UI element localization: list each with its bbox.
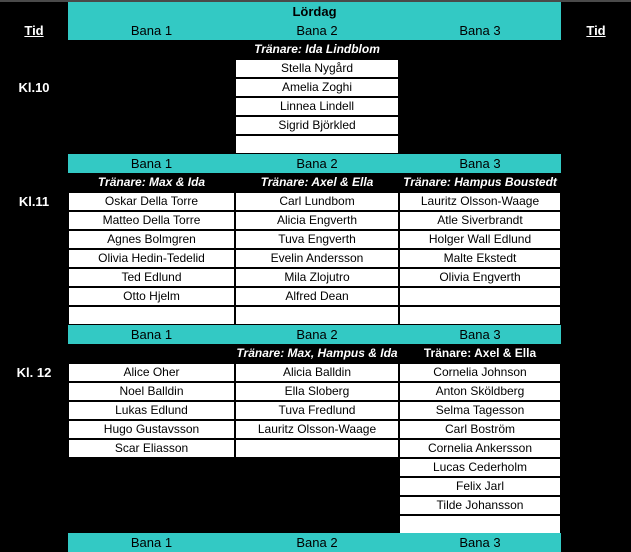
bana-1-header: Bana 1 bbox=[130, 327, 173, 342]
schedule-cell[interactable]: Noel Balldin bbox=[68, 382, 235, 401]
bana-3-header: Bana 3 bbox=[459, 327, 501, 342]
kl11-bana3-column bbox=[399, 192, 561, 325]
trainer-label-kl11-bana1: Tränare: Max & Ida bbox=[97, 175, 206, 189]
trainer-label-kl12-bana3: Tränare: Axel & Ella bbox=[423, 346, 537, 360]
bana-header-bar-bottom bbox=[68, 533, 561, 552]
trainer-label-kl11-bana2: Tränare: Axel & Ella bbox=[260, 175, 374, 189]
bana-1-header: Bana 1 bbox=[130, 535, 173, 550]
schedule-cell[interactable]: Anton Sköldberg bbox=[399, 382, 561, 401]
schedule-cell[interactable]: Sigrid Björkled bbox=[235, 116, 399, 135]
schedule-cell[interactable]: Cornelia Ankersson bbox=[399, 439, 561, 458]
schedule-cell[interactable]: Atle Siverbrandt bbox=[399, 211, 561, 230]
kl12-bana3-column bbox=[399, 363, 561, 534]
day-title: Lördag bbox=[292, 4, 337, 19]
trainer-label-kl12-bana2: Tränare: Max, Hampus & Ida bbox=[236, 346, 398, 360]
saturday-header bbox=[68, 2, 561, 40]
schedule-cell[interactable]: Linnea Lindell bbox=[235, 97, 399, 116]
bana-header-bar-kl12 bbox=[68, 325, 561, 344]
kl11-bana1-column bbox=[68, 192, 235, 325]
schedule-cell-empty[interactable] bbox=[399, 515, 561, 534]
schedule-cell[interactable]: Olivia Engverth bbox=[399, 268, 561, 287]
trainer-label-kl11-bana3: Tränare: Hampus Boustedt bbox=[403, 175, 557, 189]
bana-3-header: Bana 3 bbox=[459, 156, 501, 171]
schedule-cell[interactable]: Matteo Della Torre bbox=[68, 211, 235, 230]
schedule-cell[interactable]: Olivia Hedin-Tedelid bbox=[68, 249, 235, 268]
schedule-cell[interactable]: Alice Oher bbox=[68, 363, 235, 382]
bana-2-header: Bana 2 bbox=[296, 535, 338, 550]
schedule-cell[interactable]: Stella Nygård bbox=[235, 59, 399, 78]
schedule-cell[interactable]: Hugo Gustavsson bbox=[68, 420, 235, 439]
bana-header-bar-top bbox=[68, 21, 561, 40]
tid-label-left: Tid bbox=[24, 23, 44, 38]
schedule-cell[interactable]: Lucas Cederholm bbox=[399, 458, 561, 477]
bana-header-bar-kl11 bbox=[68, 154, 561, 173]
schedule-cell-empty[interactable] bbox=[68, 306, 235, 325]
schedule-cell-empty[interactable] bbox=[235, 306, 399, 325]
bana-1-header: Bana 1 bbox=[130, 23, 173, 38]
schedule-cell[interactable]: Felix Jarl bbox=[399, 477, 561, 496]
schedule-cell-empty[interactable] bbox=[399, 306, 561, 325]
schedule-cell[interactable]: Holger Wall Edlund bbox=[399, 230, 561, 249]
schedule-cell[interactable]: Ted Edlund bbox=[68, 268, 235, 287]
schedule-cell[interactable]: Lauritz Olsson-Waage bbox=[235, 420, 399, 439]
tid-label-right: Tid bbox=[586, 23, 606, 38]
bana-2-header: Bana 2 bbox=[296, 23, 338, 38]
time-label-kl12: Kl. 12 bbox=[16, 365, 52, 380]
schedule-cell[interactable]: Alicia Engverth bbox=[235, 211, 399, 230]
schedule-cell-empty[interactable] bbox=[235, 439, 399, 458]
trainer-row-kl12 bbox=[68, 344, 561, 363]
kl10-bana2-column bbox=[235, 59, 399, 154]
schedule-cell[interactable]: Otto Hjelm bbox=[68, 287, 235, 306]
empty-trainer-slot-bana1 bbox=[68, 344, 235, 363]
kl11-bana2-column bbox=[235, 192, 399, 325]
schedule-cell[interactable]: Scar Eliasson bbox=[68, 439, 235, 458]
schedule-cell[interactable]: Alfred Dean bbox=[235, 287, 399, 306]
schedule-cell-empty[interactable] bbox=[399, 287, 561, 306]
bana-3-header: Bana 3 bbox=[459, 535, 501, 550]
schedule-cell[interactable]: Ella Sloberg bbox=[235, 382, 399, 401]
schedule-cell[interactable]: Malte Ekstedt bbox=[399, 249, 561, 268]
kl12-bana1-column bbox=[68, 363, 235, 458]
trainer-row-kl11 bbox=[68, 173, 561, 192]
schedule-cell[interactable]: Alicia Balldin bbox=[235, 363, 399, 382]
bana-2-header: Bana 2 bbox=[296, 156, 338, 171]
schedule-cell-empty[interactable] bbox=[235, 135, 399, 154]
time-label-kl11: Kl.11 bbox=[18, 194, 50, 209]
bana-2-header: Bana 2 bbox=[296, 327, 338, 342]
kl12-bana2-column bbox=[235, 363, 399, 458]
schedule-cell[interactable]: Cornelia Johnson bbox=[399, 363, 561, 382]
schedule-cell[interactable]: Oskar Della Torre bbox=[68, 192, 235, 211]
schedule-cell[interactable]: Lukas Edlund bbox=[68, 401, 235, 420]
time-label-kl10: Kl.10 bbox=[18, 80, 50, 95]
schedule-cell[interactable]: Agnes Bolmgren bbox=[68, 230, 235, 249]
schedule-cell[interactable]: Tuva Fredlund bbox=[235, 401, 399, 420]
schedule-cell[interactable]: Carl Boström bbox=[399, 420, 561, 439]
trainer-label-kl10-bana2: Tränare: Ida Lindblom bbox=[254, 42, 380, 56]
schedule-cell[interactable]: Carl Lundbom bbox=[235, 192, 399, 211]
bana-1-header: Bana 1 bbox=[130, 156, 173, 171]
schedule-cell[interactable]: Evelin Andersson bbox=[235, 249, 399, 268]
schedule-cell[interactable]: Tuva Engverth bbox=[235, 230, 399, 249]
schedule-cell[interactable]: Lauritz Olsson-Waage bbox=[399, 192, 561, 211]
schedule-cell[interactable]: Selma Tagesson bbox=[399, 401, 561, 420]
schedule-cell[interactable]: Mila Zlojutro bbox=[235, 268, 399, 287]
schedule-cell[interactable]: Tilde Johansson bbox=[399, 496, 561, 515]
schedule-cell[interactable]: Amelia Zoghi bbox=[235, 78, 399, 97]
bana-3-header: Bana 3 bbox=[459, 23, 501, 38]
